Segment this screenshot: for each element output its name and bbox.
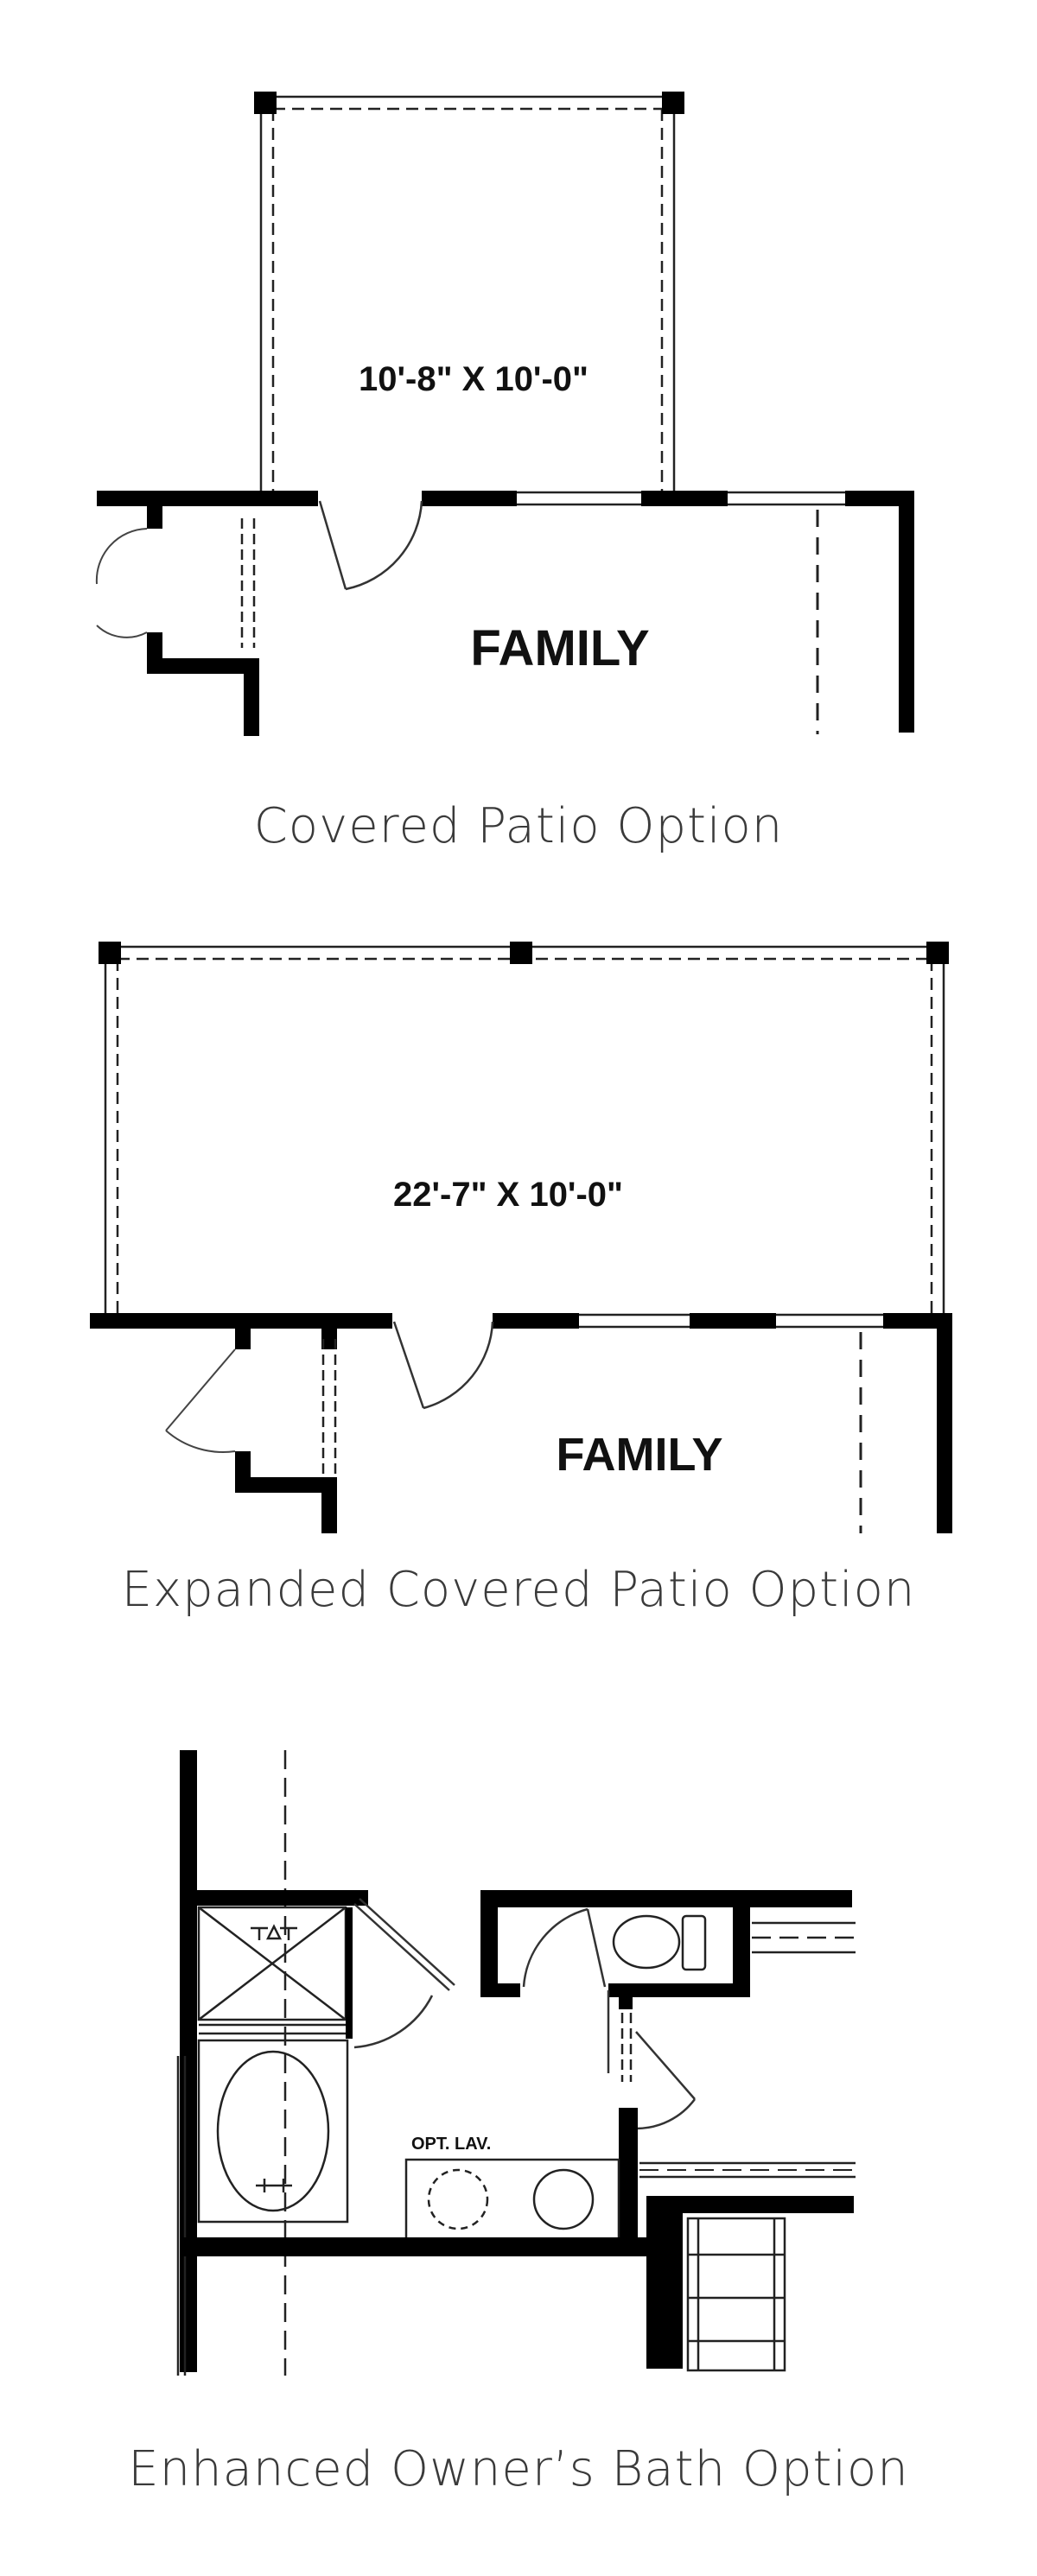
family-room-label: FAMILY [556, 1429, 723, 1481]
patio-dimension-label: 10'-8" X 10'-0" [359, 360, 588, 398]
patio-dimension-label: 22'-7" X 10'-0" [393, 1176, 623, 1214]
opt-lav-label: OPT. LAV. [411, 2135, 492, 2154]
plan-caption: Expanded Covered Patio Option [121, 1562, 916, 1618]
plan-expanded-covered-patio [0, 890, 1037, 1693]
plan-caption: Covered Patio Option [253, 798, 784, 854]
floor-plan-drawing-1 [0, 0, 1037, 890]
plan-covered-patio [0, 0, 1037, 890]
family-room-label: FAMILY [470, 620, 650, 676]
plan-enhanced-owners-bath [0, 1693, 1037, 2576]
plan-caption: Enhanced Owner’s Bath Option [128, 2441, 909, 2497]
